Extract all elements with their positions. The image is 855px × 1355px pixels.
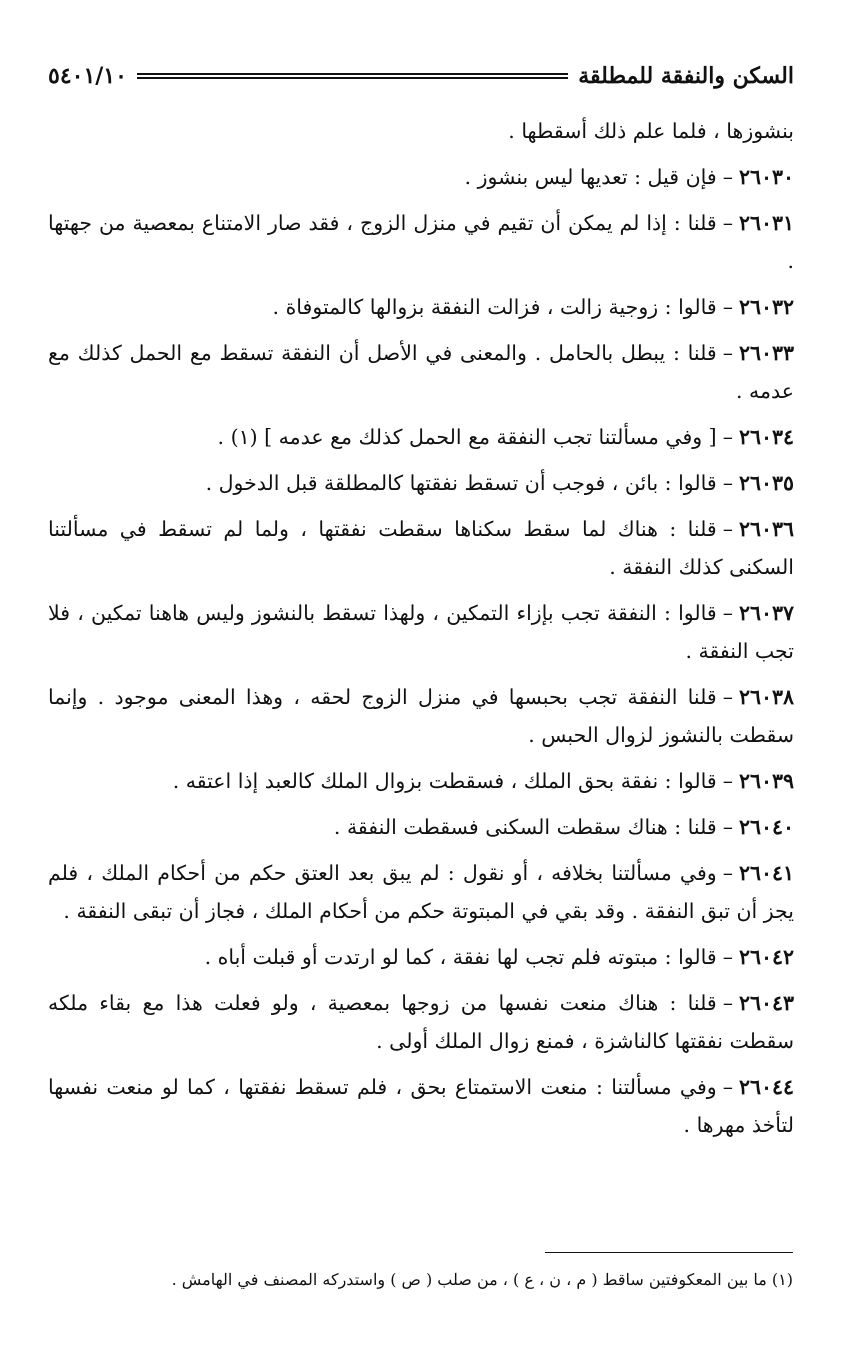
paragraph bbox=[48, 158, 794, 196]
main-text bbox=[48, 112, 794, 1152]
paragraph-separator: – bbox=[722, 425, 733, 449]
paragraph bbox=[48, 464, 794, 502]
paragraph bbox=[48, 762, 794, 800]
paragraph-number: ٢٦٠٣٦ bbox=[738, 517, 794, 541]
running-title: السكن والنفقة للمطلقة bbox=[578, 63, 794, 89]
paragraph-number: ٢٦٠٣٤ bbox=[738, 425, 794, 449]
paragraph-number: ٢٦٠٣٧ bbox=[738, 601, 794, 625]
paragraph bbox=[48, 510, 794, 586]
paragraph bbox=[48, 594, 794, 670]
paragraph-text: وفي مسألتنا بخلافه ، أو نقول : لم يبق بعد العتق حكم من أحكام الملك ، فلم يجز أن تبق النفقة . وقد بقي في المبتوتة حكم من أحكام الملك ، فجاز أن تبقى النفقة . bbox=[48, 861, 794, 923]
paragraph-number: ٢٦٠٤٤ bbox=[738, 1075, 794, 1099]
paragraph-separator: – bbox=[722, 601, 733, 625]
header-rule bbox=[137, 73, 568, 79]
paragraph-separator: – bbox=[722, 945, 733, 969]
paragraph-text: قالوا : زوجية زالت ، فزالت النفقة بزوالها كالمتوفاة . bbox=[272, 295, 717, 319]
paragraph-text: قلنا النفقة تجب بحبسها في منزل الزوج لحقه ، وهذا المعنى موجود . وإنما سقطت بالنشوز لزوال الحبس . bbox=[48, 685, 794, 747]
paragraph-separator: – bbox=[722, 815, 733, 839]
paragraph-text: قلنا : يبطل بالحامل . والمعنى في الأصل أن النفقة تسقط مع الحمل كذلك مع عدمه . bbox=[48, 341, 794, 403]
page-reference: ٥٤٠١/١٠ bbox=[48, 63, 127, 89]
intro-line: بنشوزها ، فلما علم ذلك أسقطها . bbox=[508, 119, 794, 143]
paragraph-number: ٢٦٠٣٢ bbox=[738, 295, 794, 319]
paragraph-separator: – bbox=[722, 769, 733, 793]
paragraph bbox=[48, 678, 794, 754]
paragraph-separator: – bbox=[722, 165, 733, 189]
paragraph-text: [ وفي مسألتنا تجب النفقة مع الحمل كذلك مع عدمه ] (١) . bbox=[217, 425, 717, 449]
paragraph-separator: – bbox=[722, 1075, 733, 1099]
paragraph-number: ٢٦٠٣١ bbox=[738, 211, 794, 235]
paragraph bbox=[48, 334, 794, 410]
footnote: (١) ما بين المعكوفتين ساقط ( م ، ن ، ع ) ، من صلب ( ص ) واستدركه المصنف في الهامش . bbox=[171, 1270, 793, 1289]
paragraph-list bbox=[48, 158, 794, 1144]
paragraph-text: قالوا : النفقة تجب بإزاء التمكين ، ولهذا تسقط بالنشوز وليس هاهنا تمكين ، فلا تجب النفقة . bbox=[48, 601, 794, 663]
paragraph bbox=[48, 418, 794, 456]
paragraph bbox=[48, 984, 794, 1060]
paragraph-separator: – bbox=[722, 991, 733, 1015]
paragraph-text: قالوا : مبتوته فلم تجب لها نفقة ، كما لو ارتدت أو قبلت أباه . bbox=[204, 945, 717, 969]
paragraph-text: قالوا : بائن ، فوجب أن تسقط نفقتها كالمطلقة قبل الدخول . bbox=[205, 471, 717, 495]
paragraph-text: قلنا : هناك سقطت السكنى فسقطت النفقة . bbox=[333, 815, 717, 839]
paragraph-number: ٢٦٠٤٢ bbox=[738, 945, 794, 969]
paragraph-number: ٢٦٠٤٠ bbox=[738, 815, 794, 839]
paragraph bbox=[48, 808, 794, 846]
paragraph-text: قلنا : إذا لم يمكن أن تقيم في منزل الزوج ، فقد صار الامتناع بمعصية من جهتها . bbox=[48, 211, 794, 273]
paragraph-separator: – bbox=[722, 861, 733, 885]
paragraph-number: ٢٦٠٣٠ bbox=[738, 165, 794, 189]
paragraph bbox=[48, 204, 794, 280]
paragraph-separator: – bbox=[722, 341, 733, 365]
paragraph bbox=[48, 938, 794, 976]
paragraph-separator: – bbox=[722, 211, 733, 235]
paragraph-text: فإن قيل : تعديها ليس بنشوز . bbox=[464, 165, 717, 189]
paragraph bbox=[48, 854, 794, 930]
paragraph-separator: – bbox=[722, 471, 733, 495]
paragraph-number: ٢٦٠٤١ bbox=[738, 861, 794, 885]
paragraph-number: ٢٦٠٣٩ bbox=[738, 769, 794, 793]
page-header bbox=[48, 58, 794, 94]
paragraph-number: ٢٦٠٣٨ bbox=[738, 685, 794, 709]
paragraph bbox=[48, 1068, 794, 1144]
paragraph-text: قالوا : نفقة بحق الملك ، فسقطت بزوال الملك كالعبد إذا اعتقه . bbox=[172, 769, 717, 793]
paragraph-separator: – bbox=[722, 685, 733, 709]
paragraph-number: ٢٦٠٣٥ bbox=[738, 471, 794, 495]
paragraph-text: وفي مسألتنا : منعت الاستمتاع بحق ، فلم تسقط نفقتها ، كما لو منعت نفسها لتأخذ مهرها . bbox=[48, 1075, 794, 1137]
paragraph-text: قلنا : هناك لما سقط سكناها سقطت نفقتها ، ولما لم تسقط في مسألتنا السكنى كذلك النفقة . bbox=[48, 517, 794, 579]
paragraph-number: ٢٦٠٤٣ bbox=[738, 991, 794, 1015]
footnote-rule bbox=[545, 1252, 793, 1253]
paragraph-separator: – bbox=[722, 517, 733, 541]
paragraph-number: ٢٦٠٣٣ bbox=[738, 341, 794, 365]
paragraph bbox=[48, 288, 794, 326]
paragraph-separator: – bbox=[722, 295, 733, 319]
paragraph-text: قلنا : هناك منعت نفسها من زوجها بمعصية ، ولو فعلت هذا مع بقاء ملكه سقطت نفقتها كالناشزة ، فمنع زوال الملك أولى . bbox=[48, 991, 794, 1053]
